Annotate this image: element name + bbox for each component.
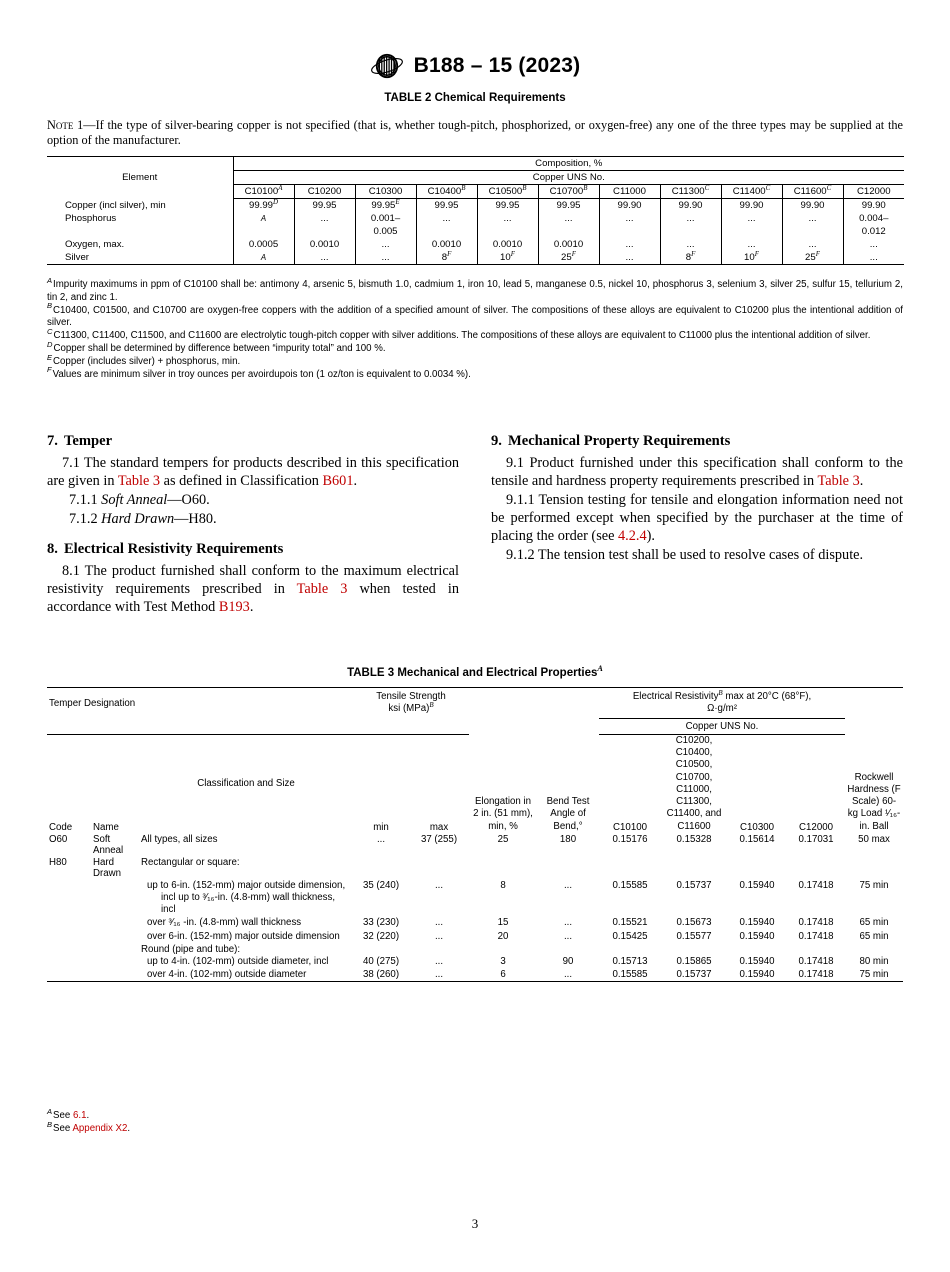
table2-cell: A: [233, 212, 294, 225]
table2-cell: 0.0010: [416, 238, 477, 251]
table3-cell-res-c10300: 0.15940: [739, 955, 775, 967]
paragraph: 7.1.1 Soft Anneal—O60.: [69, 492, 210, 509]
table3-cell-res-c10300: [727, 856, 787, 879]
table2-cell: ...: [782, 212, 843, 225]
table3-cell-min: 40 (275): [362, 955, 400, 967]
table2-cell: 8$^F$: [416, 251, 477, 265]
table3-cell-res-c12000: 0.17418: [798, 930, 834, 942]
table3-caption-footnote-mark: A: [597, 664, 603, 674]
table3-cell-max: [409, 856, 469, 879]
table3-cell-elongation: 15: [497, 917, 509, 929]
table3-cell-elongation: [469, 943, 537, 955]
footnote-xref[interactable]: 6.1: [72, 1110, 87, 1121]
table2-cell: [477, 225, 538, 238]
table3-cell-classification: up to 6-in. (152-mm) major outside dimension, incl up to ³⁄₁₆-in. (4.8-mm) wall thickness, incl: [147, 879, 346, 916]
table3-cell-max: ...: [434, 917, 444, 929]
table3-cell-min: 38 (260): [353, 968, 409, 982]
table3-cell-res-c10100: [599, 943, 661, 955]
table3-head-gap-2: [845, 688, 903, 719]
table2-element-header: Element: [47, 157, 233, 199]
table3-cell-max: ...: [434, 879, 444, 891]
table3-cell-res-c10100: 0.15713: [612, 955, 648, 967]
table2-cell: 99.95: [294, 199, 355, 213]
table3-cell-res-group: [661, 943, 727, 955]
table3-cell-rockwell: [845, 856, 903, 879]
table3-cell-code: [47, 879, 91, 917]
footnote-b: $^B$See Appendix X2.: [47, 1119, 131, 1134]
table3-head-gap-3: [469, 718, 599, 735]
table3-res-c10100-header: C10100: [613, 821, 647, 833]
table3-cell-min: 33 (230): [362, 917, 400, 929]
table3-cell-code: [47, 968, 91, 982]
table2-cell: [721, 225, 782, 238]
table2-cell: ...: [843, 251, 904, 265]
table2-note: [47, 118, 903, 147]
table3-cell-res-c10300: 0.15940: [739, 879, 775, 891]
table3-row: [47, 968, 903, 982]
table3-cell-bend: ...: [563, 917, 573, 929]
table2-row: [47, 212, 904, 225]
table3-res-group-header: C10200, C10400, C10500, C10700, C11000, C11300, C11400, and C11600: [666, 735, 722, 832]
table3-temper-designation-header: Temper Designation: [47, 688, 353, 719]
table2-cell: 99.99$^D$: [233, 199, 294, 213]
table2-caption: TABLE 2 Chemical Requirements: [384, 92, 566, 104]
table3-elongation-header: Elongation in 2 in. (51 mm), min, %: [473, 796, 533, 832]
table2-row: [47, 251, 904, 265]
footnote-d: $^D$Copper shall be determined by difference between “impurity total” and 100 %.: [47, 339, 386, 354]
table2-composition-header: Composition, %: [233, 157, 904, 171]
table3-mechanical-electrical-properties: [47, 687, 903, 982]
table2-cell: ...: [660, 212, 721, 225]
table2-col-header-c11400: C11400$^C$: [721, 185, 782, 199]
table2-cell: [294, 225, 355, 238]
table3-cell-max: ...: [409, 968, 469, 982]
table3-cell-name: [91, 968, 139, 982]
table3-cell-min: 32 (220): [362, 930, 400, 942]
paragraph: 7.1 The standard tempers for products described in this specification are given in Table 3 as defined in Classification B601.: [47, 455, 459, 490]
table3-cell-code: [47, 916, 91, 929]
table3-cell-res-c12000: 0.17418: [798, 955, 834, 967]
table3-cell-classification: over 6-in. (152-mm) major outside dimension: [147, 930, 340, 942]
table2-cell: [233, 225, 294, 238]
table2-col-header-c11300: C11300$^C$: [660, 185, 721, 199]
table3-code-header: Code: [49, 821, 73, 833]
table3-cell-elongation: 25: [497, 833, 509, 845]
table3-cell-res-c10100: 0.15585: [612, 879, 648, 891]
table3-cell-name: [91, 930, 139, 943]
page-number: 3: [471, 1216, 479, 1231]
table3-row: [47, 916, 903, 929]
right-text-column: [491, 432, 903, 617]
table2-cell: ...: [599, 251, 660, 265]
table2-cell: ...: [660, 238, 721, 251]
table2-col-header-c10700: C10700$^B$: [538, 185, 599, 199]
table3-body: [47, 833, 903, 982]
table3-bend-header: Bend Test Angle of Bend,°: [546, 796, 590, 832]
table2-cell: [538, 225, 599, 238]
resistivity-units: Ω·g/m²: [707, 702, 737, 714]
table2-cell: ...: [599, 238, 660, 251]
table3-tensile-strength-header: [353, 688, 469, 719]
table3-cell-res-c10300: 0.15940: [727, 968, 787, 982]
table2-cell: [599, 225, 660, 238]
footnote-xref[interactable]: Appendix X2: [72, 1122, 128, 1134]
table2-cell: 0.0010: [294, 238, 355, 251]
table3-cell-res-group: 0.15737: [676, 879, 712, 891]
table2-cell: ...: [843, 238, 904, 251]
table3-cell-res-c10100: 0.15521: [612, 917, 648, 929]
table3-cell-res-group: 0.15865: [676, 955, 712, 967]
table3-cell-bend: ...: [563, 879, 573, 891]
table3-cell-max: 37 (255): [420, 833, 458, 845]
table2-cell: 99.90: [599, 199, 660, 213]
table2-element-label: Phosphorus: [65, 213, 117, 224]
table3-cell-res-group: 0.15673: [676, 917, 712, 929]
table3-cell-res-c12000: 0.17418: [798, 917, 834, 929]
footnote-b: $^B$C10400, C01500, and C10700 are oxygen-free coppers with the addition of a specified amount of silver. The compositions of these alloys are equivalent to C10200 plus the intentional addition of silver.: [47, 301, 903, 329]
table3-cell-res-c10300: 0.15614: [739, 833, 775, 845]
table3-electrical-resistivity-header: [599, 688, 845, 719]
table3-cell-max: [409, 943, 469, 955]
section-heading: 7. Temper: [47, 433, 113, 449]
table2-cell: 99.95: [416, 199, 477, 213]
document-title: B188 – 15 (2023): [413, 54, 581, 77]
table3-cell-max: ...: [434, 955, 444, 967]
table2-cell: ...: [599, 212, 660, 225]
table3-cell-elongation: 8: [500, 879, 506, 891]
table3-caption-text: TABLE 3 Mechanical and Electrical Properties: [347, 667, 598, 679]
table2-body: [47, 199, 904, 265]
table3-head-gap-1: [469, 688, 599, 719]
footnote-c: $^C$C11300, C11400, C11500, and C11600 are electrolytic tough-pitch copper with silver additions. The compositions of these alloys are equivalent to C11000 plus the intentional addition of silver.: [47, 326, 871, 342]
astm-logo-icon: [370, 52, 404, 80]
table3-cell-name: [91, 955, 139, 968]
table3-cell-classification: Rectangular or square:: [141, 856, 240, 868]
table2-cell: ...: [355, 238, 416, 251]
table2-col-header-c10100: C10100$^A$: [233, 185, 294, 199]
table3-cell-min: ...: [376, 833, 386, 845]
table2-cell: 99.90: [660, 199, 721, 213]
section-gap: [47, 529, 459, 540]
table3-row: [47, 879, 903, 917]
table2-cell: [660, 225, 721, 238]
table3-cell-name: Hard Drawn: [93, 856, 121, 879]
table3-cell-res-c10100: [599, 856, 661, 879]
table2-cell: ...: [538, 212, 599, 225]
table3-cell-res-group: [661, 856, 727, 879]
table2-note-lead: Note 1—: [47, 118, 96, 132]
table2-cell: 0.0005: [233, 238, 294, 251]
table3-cell-classification: Round (pipe and tube):: [141, 943, 241, 955]
table2-col-header-c11600: C11600$^C$: [782, 185, 843, 199]
table3-cell-name: Soft Anneal: [93, 833, 124, 856]
table3-cell-rockwell: 65 min: [859, 930, 889, 942]
table2-footnotes: [47, 275, 903, 381]
table2-cell: 99.95$^E$: [355, 199, 416, 213]
table3-cell-classification: up to 4-in. (102-mm) outside diameter, incl: [147, 955, 329, 967]
table3-head-gap-4: [845, 718, 903, 735]
table3-row: [47, 955, 903, 968]
section-heading: 9. Mechanical Property Requirements: [491, 433, 731, 449]
table3-cell-name: [91, 916, 139, 929]
table3-min-header: min: [373, 821, 389, 833]
table3-cell-min: [353, 856, 409, 879]
table3-cell-res-c10300: [727, 943, 787, 955]
table3-tensile-rule: [353, 718, 469, 735]
table2-element-label: [47, 225, 233, 238]
table3-caption: [47, 664, 903, 679]
footnote-a: $^A$See 6.1.: [47, 1106, 90, 1121]
table2-cell: ...: [477, 212, 538, 225]
table3-cell-res-c10100: 0.15176: [612, 833, 648, 845]
table2-col-header-c12000: C12000: [843, 185, 904, 199]
table3-cell-min: [353, 943, 409, 955]
table3-cell-bend: ...: [537, 968, 599, 982]
table2-cell: 99.95: [538, 199, 599, 213]
table3-cell-bend: ...: [563, 930, 573, 942]
table3-cell-elongation: 3: [500, 955, 506, 967]
table2-col-header-c11000: C11000: [599, 185, 660, 199]
table2-cell: ...: [721, 238, 782, 251]
table3-cell-res-group: 0.15577: [676, 930, 712, 942]
table2-cell: ...: [416, 212, 477, 225]
table3-cell-code: [47, 955, 91, 968]
page-header: [0, 52, 950, 80]
table3-cell-res-c12000: 0.17418: [787, 968, 845, 982]
table3-cell-classification: over ³⁄₁₆ -in. (4.8-mm) wall thickness: [147, 917, 302, 929]
table2-cell: 99.90: [843, 199, 904, 213]
table3-cell-code: [47, 930, 91, 943]
footnote-f: $^F$Values are minimum silver in troy ounces per avoirdupois ton (1 oz/ton is equivalent to 0.0034 %).: [47, 365, 471, 380]
paragraph: 9.1 Product furnished under this specification shall conform to the tensile and hardness property requirements prescribed in Table 3.: [491, 455, 903, 490]
table3-cell-rockwell: 75 min: [859, 879, 889, 891]
table3-rockwell-header: Rockwell Hardness (F Scale) 60-kg Load ¹⁄₁₆-in. Ball: [847, 771, 901, 832]
table3-cell-elongation: 6: [469, 968, 537, 982]
table3-cell-code: H80: [49, 856, 67, 868]
table2-note-text: If the type of silver-bearing copper is not specified (that is, whether tough-pitch, phosphorized, or oxygen-free) any one of the three types may be supplied at the option of the manufacturer.: [47, 118, 903, 147]
table2-cell: 10$^F$: [477, 251, 538, 265]
footnote-e: $^E$Copper (includes silver) + phosphorus, min.: [47, 352, 241, 367]
table2-cell: 0.005: [355, 225, 416, 238]
table3-cell-min: 35 (240): [362, 879, 400, 891]
table2-cell: 0.001–: [355, 212, 416, 225]
table2-cell: ...: [355, 251, 416, 265]
table2-element-label: Oxygen, max.: [65, 239, 125, 250]
table3-cell-res-c12000: [787, 856, 845, 879]
table2-cell: A: [233, 251, 294, 265]
table3-cell-rockwell: 50 max: [858, 833, 890, 845]
paragraph: 9.1.1 Tension testing for tensile and elongation information need not be performed except when specified by the purchaser at the time of placing the order (see 4.2.4).: [491, 492, 903, 545]
left-text-column: [47, 432, 459, 617]
table3-row: [47, 943, 903, 955]
table3-cell-bend: [537, 943, 599, 955]
table3-cell-rockwell: [845, 943, 903, 955]
table3-res-c12000-header: C12000: [799, 821, 833, 833]
table3-cell-name: [91, 943, 139, 955]
table2-cell: 0.012: [843, 225, 904, 238]
table2-cell: ...: [294, 251, 355, 265]
table2-cell: [782, 225, 843, 238]
table3-cell-rockwell: 80 min: [859, 955, 889, 967]
table2-cell: 0.0010: [538, 238, 599, 251]
section-heading: 8. Electrical Resistivity Requirements: [47, 541, 284, 558]
table2-cell: ...: [294, 212, 355, 225]
tensile-strength-line2: ksi (MPa): [388, 703, 430, 714]
table3-cell-classification: All types, all sizes: [141, 833, 218, 845]
table2-cell: 8$^F$: [660, 251, 721, 265]
table3-block: [47, 664, 903, 982]
table2-uns-header: Copper UNS No.: [233, 171, 904, 185]
table3-classification-header: Classification and Size: [197, 778, 295, 790]
table2-cell: 0.004–: [843, 212, 904, 225]
table2-col-header-c10200: C10200: [294, 185, 355, 199]
table2-cell: 99.90: [782, 199, 843, 213]
resistivity-label-cont: max at 20°C (68°F),: [722, 690, 812, 702]
resistivity-label: Electrical Resistivity: [632, 690, 719, 702]
table2-row: [47, 238, 904, 251]
tensile-strength-footnote-mark: B: [429, 700, 434, 709]
table3-cell-res-c10100: 0.15585: [599, 968, 661, 982]
table3-name-header: Name: [93, 821, 119, 833]
table3-cell-name: [91, 879, 139, 917]
footnote-a: $^A$Impurity maximums in ppm of C10100 shall be: antimony 4, arsenic 5, bismuth 1.0, cadmium 1, iron 10, lead 5, manganese 0.5, nickel 10, phosphorus 3, selenium 3, silver 25, sulfur 15, tellurium 2, tin 2, and zinc 1.: [47, 275, 903, 303]
table2-chemical-requirements: [47, 156, 904, 265]
table2-cell: [416, 225, 477, 238]
table2-cell: 99.95: [477, 199, 538, 213]
table3-row: [47, 833, 903, 856]
table3-cell-res-c12000: 0.17031: [798, 833, 834, 845]
table2-element-label: Copper (incl silver), min: [65, 199, 166, 211]
table3-cell-rockwell: 65 min: [859, 917, 889, 929]
table3-cell-elongation: 20: [497, 930, 509, 942]
table2-block: [47, 92, 903, 265]
table3-cell-rockwell: 75 min: [845, 968, 903, 982]
table3-cell-res-group: 0.15328: [676, 833, 712, 845]
table3-cell-res-c12000: 0.17418: [798, 879, 834, 891]
table3-cell-max: ...: [434, 930, 444, 942]
table3-cell-res-c10300: 0.15940: [739, 917, 775, 929]
table3-copper-uns-header: Copper UNS No.: [599, 718, 845, 735]
table3-cell-code: [47, 943, 91, 955]
table3-cell-res-c10100: 0.15425: [612, 930, 648, 942]
table2-cell: 10$^F$: [721, 251, 782, 265]
table3-cell-bend: 90: [562, 955, 574, 967]
table3-max-header: max: [429, 821, 449, 833]
table2-cell: 99.90: [721, 199, 782, 213]
body-text-columns: [47, 432, 903, 617]
table2-col-header-c10500: C10500$^B$: [477, 185, 538, 199]
table3-cell-res-c12000: [787, 943, 845, 955]
table2-col-header-c10300: C10300: [355, 185, 416, 199]
table3-row: [47, 930, 903, 943]
table2-row: [47, 225, 904, 238]
table2-cell: ...: [782, 238, 843, 251]
paragraph: 8.1 The product furnished shall conform to the maximum electrical resistivity requirements prescribed in Table 3 when tested in accordance with Test Method B193.: [47, 563, 459, 616]
table3-res-c10300-header: C10300: [740, 821, 774, 833]
paragraph: 9.1.2 The tension test shall be used to resolve cases of dispute.: [506, 547, 864, 564]
table3-cell-bend: 180: [559, 833, 577, 845]
table3-cell-bend: [537, 856, 599, 879]
table3-footnotes: [47, 1106, 903, 1136]
table3-temper-rule: [47, 718, 353, 735]
paragraph: 7.1.2 Hard Drawn—H80.: [69, 511, 217, 528]
table2-row: [47, 199, 904, 213]
table3-cell-res-c10300: 0.15940: [739, 930, 775, 942]
table2-cell: 0.0010: [477, 238, 538, 251]
table3-row: [47, 856, 903, 879]
table3-cell-elongation: [469, 856, 537, 879]
table2-cell: ...: [721, 212, 782, 225]
table3-cell-classification: over 4-in. (102-mm) outside diameter: [139, 968, 353, 982]
table2-element-label: Silver: [47, 251, 233, 265]
table3-cell-code: O60: [49, 833, 68, 845]
table2-cell: 25$^F$: [538, 251, 599, 265]
table2-col-header-c10400: C10400$^B$: [416, 185, 477, 199]
table3-cell-res-group: 0.15737: [661, 968, 727, 982]
resistivity-footnote-mark: B: [718, 688, 723, 697]
table2-cell: 25$^F$: [782, 251, 843, 265]
tensile-strength-line1: Tensile Strength: [376, 691, 446, 703]
